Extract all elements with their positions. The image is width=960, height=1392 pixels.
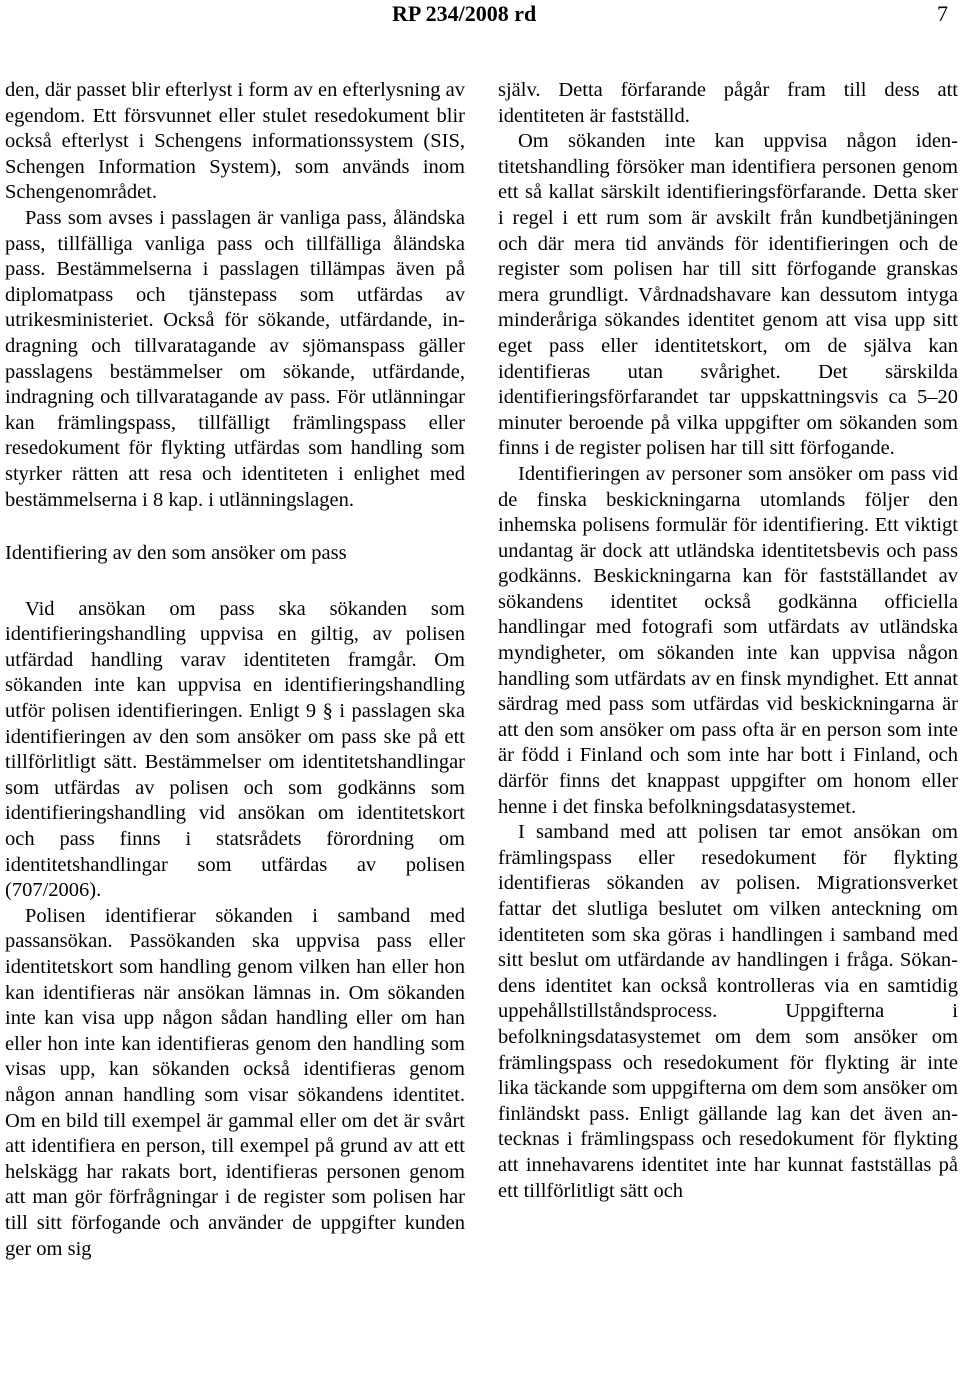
document-identifier: RP 234/2008 rd [392,1,537,26]
paragraph-alien-passports: I samband med att polisen tar emot ansökan om främlingspass eller resedokument för flykting identifieras sökanden av polisen. Migrationsverket fattar det slutliga beslutet om vilken anteckning om identiteten som ska göras i handlingen i samband med sitt beslut om utfärdande av handlingen i fråga. Sökandens identitet kan också kontrolleras via en samtidig uppehållstillståndsprocess. Uppgifterna i befolkningsdatasystemet om dem som ansöker om främlingspass och resedokument för flykting är inte lika täckande som uppgifterna om dem som ansöker om finländskt pass. Enligt gällande lag kan det även antecknas i främlingspass och resedokument för flykting att innehavarens identitet inte har kunnat fastställas på ett tillförlitligt sätt och [498,821,958,1202]
paragraph-continued: själv. Detta förfarande pågår fram till dess att identiteten är fastställd. [498,79,958,127]
paragraph-pass-types: Pass som avses i passlagen är vanliga pass, åländska pass, tillfälliga vanliga pass och tillfälliga åländska pass. Bestämmelserna i passlagen tillämpas även på diplomatpass och tjänstepass som utfärdas av utrikesministeriet. Också för sökande, utfärdande, indragning och tillvaratagande av sjömanspass gäller passlagens bestämmelser om sökande, utfärdande, indragning och tillvaratagande av pass. För utlänningar kan främlingspass, tillfälligt främlingspass eller resedokument för flykting utfärdas som handling som styrker rätten att resa och identiteten i enlighet med bestämmelserna i 8 kap. i utlänningslagen. [5,206,465,511]
paragraph-continued: den, där passet blir efterlyst i form av en efterlysning av egendom. Ett försvunnet eller stulet resedokument blir också efterlyst i Schengens informationssystem (SIS, Schengen Information System), som används inom Schengenområdet. [5,79,465,204]
right-column [498,78,958,1204]
paragraph-police-identification: Polisen identifierar sökanden i samband med passansökan. Passökanden ska uppvisa pass eller identitetskort som handling genom vilken han eller hon kan identifieras när ansökan lämnas in. Om sökanden inte kan visa upp någon sådan handling eller om han eller hon inte kan identifieras genom den handling som visas upp, kan sökanden också identifieras genom någon annan handling som visar sökandens identitet. Om en bild till exempel är gammal eller om det är svårt att identifiera en person, till exempel på grund av att ett helskägg har rakats bort, identifieras personen genom att man gör förfrågningar i de register som polisen har till sitt förfogande och använder de uppgifter kunden ger om sig [5,904,465,1260]
page-header [0,0,960,30]
paragraph-missions-abroad: Identifieringen av personer som ansöker om pass vid de finska beskickningarna utomlands följer den inhemska polisens formulär för identifiering. Ett viktigt undantag är dock att utländska identitetsbevis och pass godkänns. Beskickningarna kan för fastställandet av sökandens identitet också godkänna officiella handlingar med fotografi som utfärdats av utländska myndigheter, om sökanden inte kan uppvisa någon handling som utfärdats av en finsk myndighet. Ett annat särdrag med pass som utfärdas vid beskickningarna är att den som ansöker om pass ofta är en person som inte är född i Finland och som inte har bott i Finland, och därför finns det knappast uppgifter om honom eller henne i det finska befolkningsdatasystemet. [498,462,958,818]
page-number: 7 [937,1,948,26]
paragraph-special-procedure: Om sökanden inte kan uppvisa någon identitetshandling försöker man identifiera personen genom ett så kallat särskilt identifieringsförfarande. Detta sker i regel i ett rum som är avskilt från kundbetjäningen och där mera tid används för identifieringen och de register som polisen har till sitt förfogande granskas mera grundligt. Vårdnadshavare kan dessutom intyga minderåriga sökandes identitet genom att visa upp sitt eget pass eller identitetskort, om de själva kan identifieras utan svårighet. Det särskilda identifieringsförfarandet tar uppskattningsvis ca 5–20 minuter beroende på vilka uppgifter om sökanden som finns i de register polisen har till sitt förfogande. [498,130,958,460]
paragraph-identification-document: Vid ansökan om pass ska sökanden som identifieringshandling uppvisa en giltig, av polisen utfärdad handling varav identiteten framgår. Om sökanden inte kan uppvisa en identifieringshandling utför polisen identifieringen. Enligt 9 § i passlagen ska identifieringen av den som ansöker om pass ske på ett tillförlitligt sätt. Bestämmelser om identitetshandlingar som utfärdas av polisen och som godkänns som identifieringshandling vid ansökan om identitetskort och pass finns i statsrådets förordning om identitetshandlingar som utfärdas av polisen (707/2006). [5,597,465,902]
section-heading: Identifiering av den som ansöker om pass [5,542,347,565]
left-column [5,78,465,1262]
